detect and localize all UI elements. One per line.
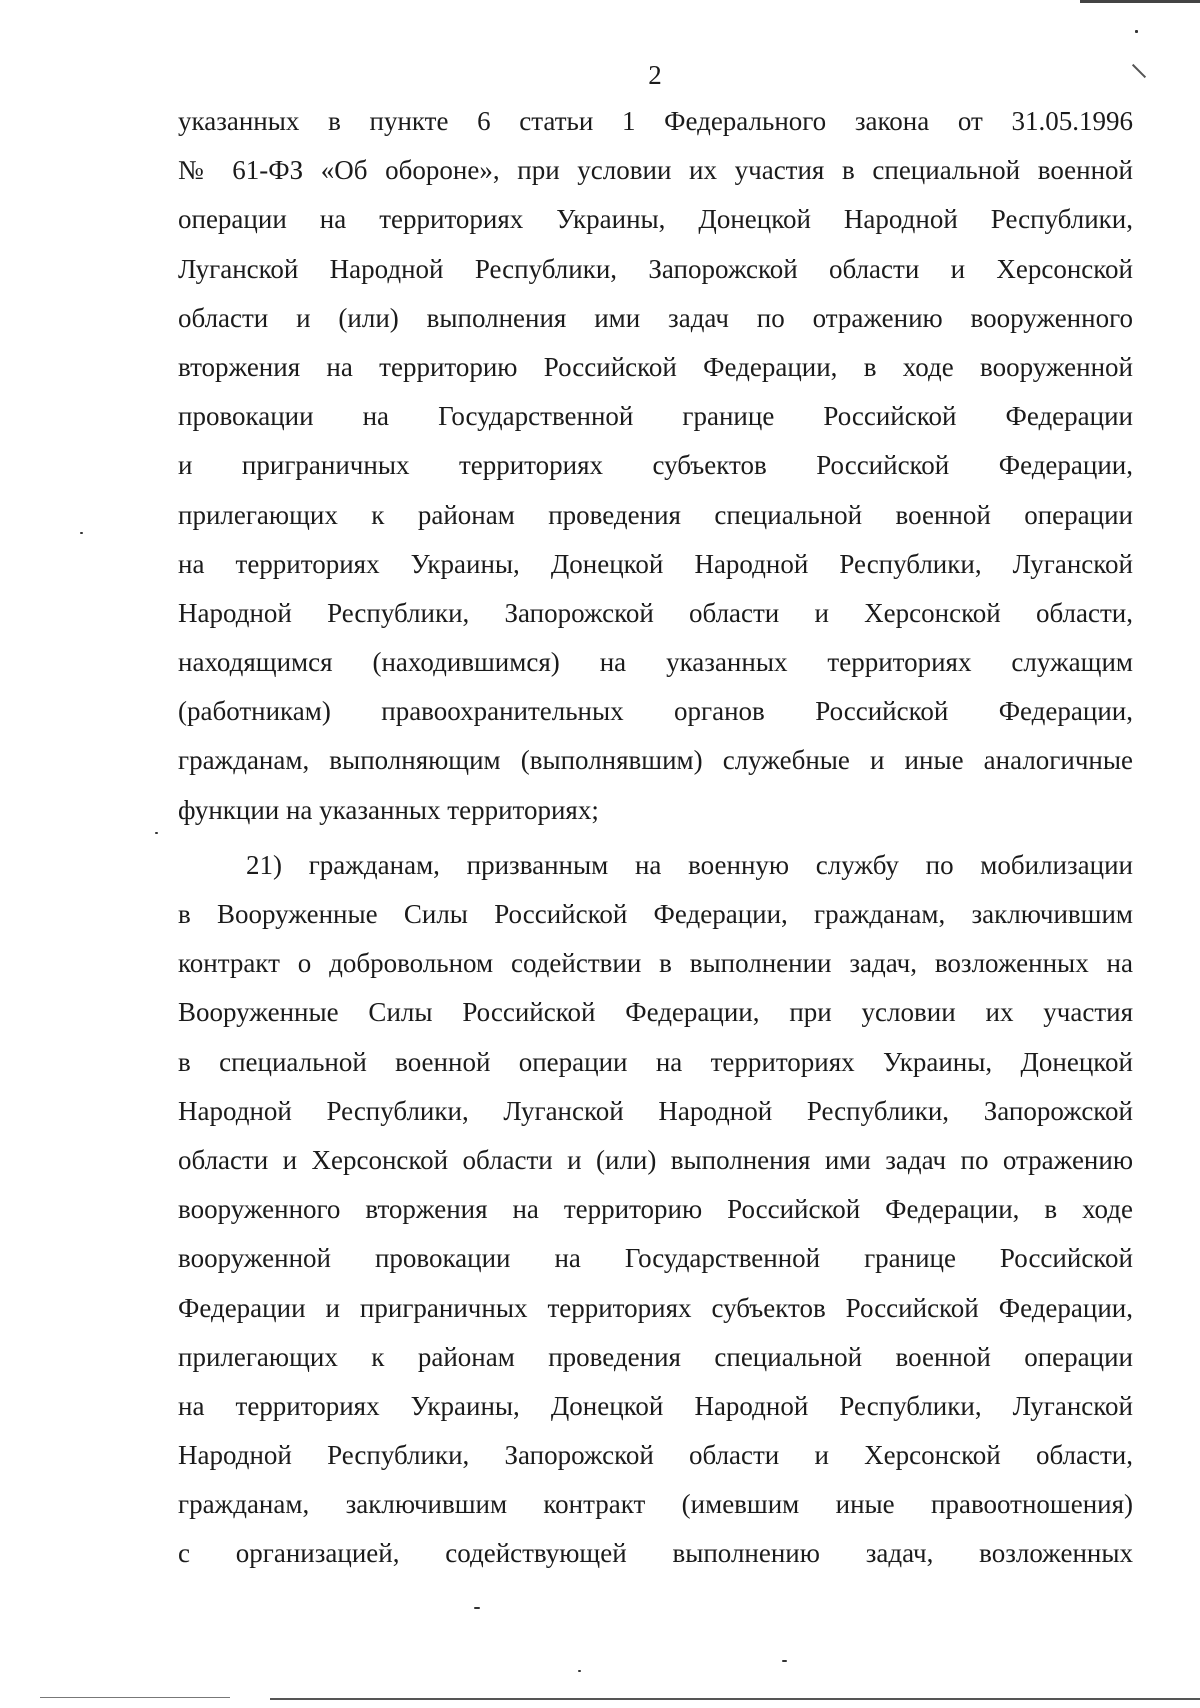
- document-body: [178, 98, 1133, 1580]
- text-line: в специальной военной операции на территориях Украины, Донецкой: [178, 1046, 1133, 1077]
- text-line: Федерации и приграничных территориях субъектов Российской Федерации,: [178, 1292, 1133, 1323]
- text-line: указанных в пункте 6 статьи 1 Федерального закона от 31.05.1996: [178, 106, 1133, 136]
- text-line: провокации на Государственной границе Российской Федерации: [178, 401, 1133, 432]
- scan-speck: [474, 1607, 480, 1609]
- scan-edge-mark: [1080, 0, 1200, 3]
- text-line: операции на территориях Украины, Донецкой Народной Республики,: [178, 204, 1133, 235]
- scan-speck: [155, 832, 158, 834]
- text-line: 21) гражданам, призванным на военную службу по мобилизации: [246, 849, 1133, 880]
- text-line: Народной Республики, Запорожской области и Херсонской области,: [178, 1440, 1133, 1471]
- scan-speck: [782, 1660, 787, 1662]
- text-line: находящимся (находившимся) на указанных территориях служащим: [178, 647, 1133, 678]
- text-line: в Вооруженные Силы Российской Федерации, гражданам, заключившим: [178, 899, 1133, 929]
- page-number: 2: [648, 60, 662, 90]
- scan-edge-mark: [270, 1698, 1200, 1700]
- text-line: № 61-ФЗ «Об обороне», при условии их участия в специальной военной: [178, 155, 1133, 186]
- text-line: Вооруженные Силы Российской Федерации, при условии их участия: [178, 997, 1133, 1028]
- text-line: на территориях Украины, Донецкой Народной Республики, Луганской: [178, 1390, 1133, 1421]
- text-line: функции на указанных территориях;: [178, 794, 599, 825]
- text-line: Народной Республики, Запорожской области и Херсонской области,: [178, 597, 1133, 628]
- text-line: вооруженного вторжения на территорию Российской Федерации, в ходе: [178, 1194, 1133, 1225]
- scan-edge-mark: [40, 1697, 230, 1698]
- scan-speck: [80, 532, 83, 534]
- text-line: области и (или) выполнения ими задач по отражению вооруженного: [178, 302, 1133, 333]
- text-line: области и Херсонской области и (или) выполнения ими задач по отражению: [178, 1144, 1133, 1175]
- text-line: вооруженной провокации на Государственной границе Российской: [178, 1243, 1133, 1274]
- scan-speck: [1135, 30, 1138, 33]
- text-line: с организацией, содействующей выполнению задач, возложенных: [178, 1538, 1133, 1569]
- text-line: Народной Республики, Луганской Народной Республики, Запорожской: [178, 1095, 1133, 1126]
- text-line: гражданам, заключившим контракт (имевшим иные правоотношения): [178, 1489, 1133, 1520]
- scan-speck: [578, 1670, 581, 1672]
- text-line: и приграничных территориях субъектов Российской Федерации,: [178, 450, 1133, 481]
- text-line: (работникам) правоохранительных органов Российской Федерации,: [178, 696, 1133, 727]
- text-line: вторжения на территорию Российской Федерации, в ходе вооруженной: [178, 351, 1133, 382]
- text-line: Луганской Народной Республики, Запорожской области и Херсонской: [178, 253, 1133, 284]
- text-line: прилегающих к районам проведения специальной военной операции: [178, 499, 1133, 530]
- text-line: на территориях Украины, Донецкой Народной Республики, Луганской: [178, 548, 1133, 579]
- text-line: гражданам, выполняющим (выполнявшим) служебные и иные аналогичные: [178, 745, 1133, 776]
- text-line: контракт о добровольном содействии в выполнении задач, возложенных на: [178, 948, 1133, 979]
- text-line: прилегающих к районам проведения специальной военной операции: [178, 1341, 1133, 1372]
